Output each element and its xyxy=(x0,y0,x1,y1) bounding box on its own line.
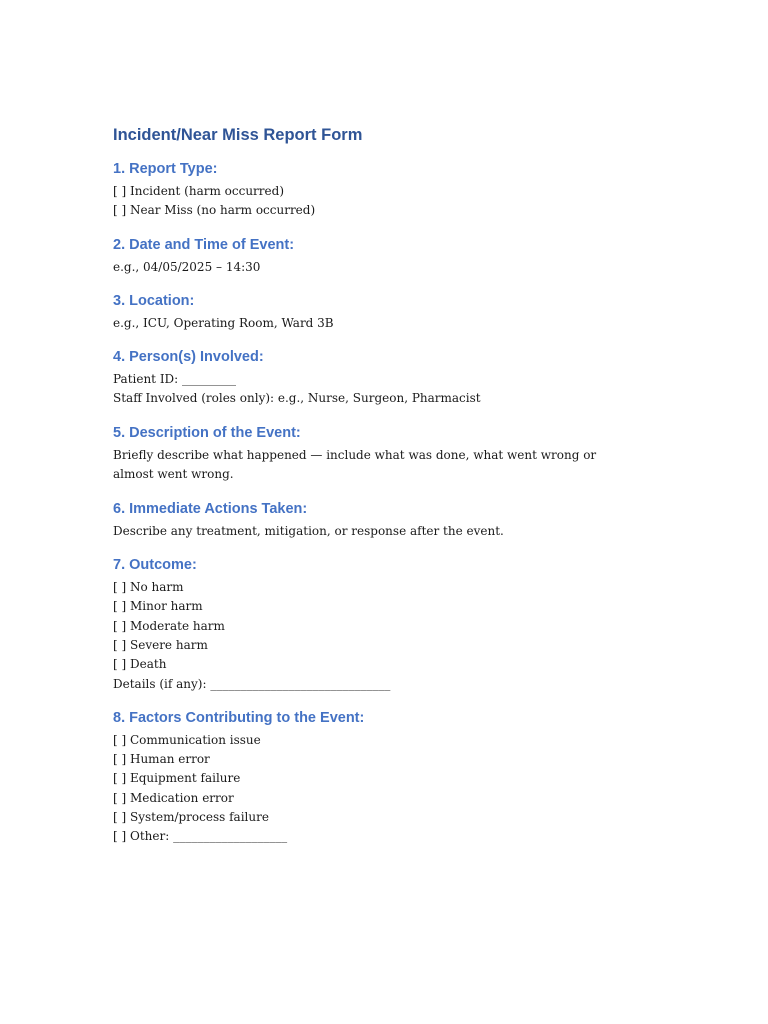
option-other-field: [ ] Other: ___________________ xyxy=(113,829,288,844)
section-heading: 4. Person(s) Involved: xyxy=(113,349,264,366)
patient-id-field: Patient ID: _________ xyxy=(113,372,237,387)
description-instructions: Briefly describe what happened — include what was done, what went wrong or almost went wrong. xyxy=(113,447,597,482)
date-time-example: e.g., 04/05/2025 – 14:30 xyxy=(113,259,261,274)
section-heading: 1. Report Type: xyxy=(113,161,218,177)
section-location xyxy=(113,291,673,333)
section-heading: 6. Immediate Actions Taken: xyxy=(113,500,308,517)
option-equipment-failure: [ ] Equipment failure xyxy=(113,771,241,786)
section-heading: 5. Description of the Event: xyxy=(113,424,301,441)
section-heading: 3. Location: xyxy=(113,292,195,309)
outcome-details-field: Details (if any): ______________________________ xyxy=(113,676,391,691)
section-contributing-factors xyxy=(113,708,673,847)
option-medication-error: [ ] Medication error xyxy=(113,790,234,805)
option-incident: [ ] Incident (harm occurred) xyxy=(113,184,284,198)
section-outcome xyxy=(113,555,673,694)
section-description xyxy=(113,423,673,485)
location-example: e.g., ICU, Operating Room, Ward 3B xyxy=(113,315,334,330)
option-severe-harm: [ ] Severe harm xyxy=(113,637,208,652)
option-human-error: [ ] Human error xyxy=(113,752,210,767)
option-near-miss: [ ] Near Miss (no harm occurred) xyxy=(113,203,316,218)
section-heading: 7. Outcome: xyxy=(113,557,197,574)
section-date-time xyxy=(113,235,673,277)
section-heading: 2. Date and Time of Event: xyxy=(113,236,295,253)
option-moderate-harm: [ ] Moderate harm xyxy=(113,618,225,633)
option-no-harm: [ ] No harm xyxy=(113,580,184,595)
section-heading: 8. Factors Contributing to the Event: xyxy=(113,709,365,726)
section-persons-involved xyxy=(113,347,673,409)
section-immediate-actions xyxy=(113,499,673,541)
actions-instructions: Describe any treatment, mitigation, or response after the event. xyxy=(113,523,504,538)
option-death: [ ] Death xyxy=(113,657,167,672)
document-title: Incident/Near Miss Report Form xyxy=(113,126,363,144)
section-report-type xyxy=(113,159,673,221)
document-page xyxy=(113,124,673,861)
option-system-process-failure: [ ] System/process failure xyxy=(113,810,269,825)
staff-involved-field: Staff Involved (roles only): e.g., Nurse, Surgeon, Pharmacist xyxy=(113,391,481,406)
option-minor-harm: [ ] Minor harm xyxy=(113,599,203,614)
option-communication-issue: [ ] Communication issue xyxy=(113,732,261,747)
